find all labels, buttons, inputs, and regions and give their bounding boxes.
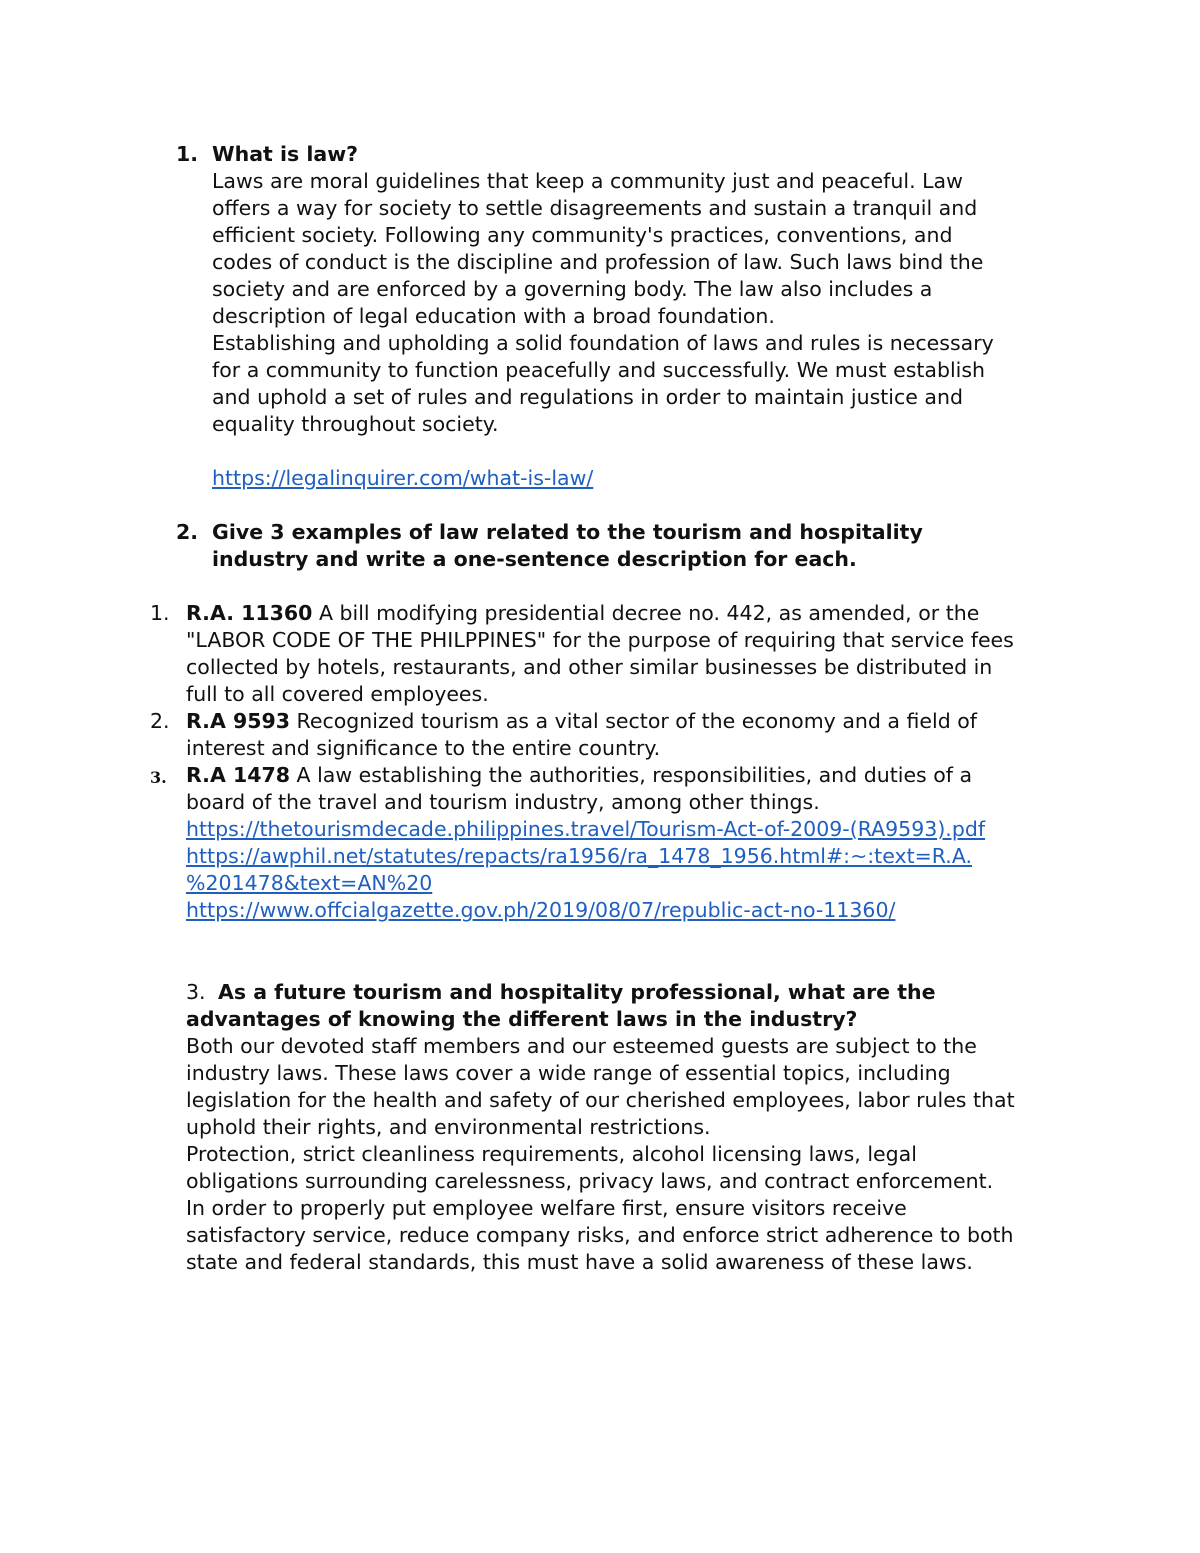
section1-line: Establishing and upholding a solid foundation of laws and rules is necessary xyxy=(212,331,994,355)
law-item-description: Recognized tourism as a vital sector of the economy and a field of xyxy=(290,709,977,733)
section3-number: 3. xyxy=(186,980,206,1004)
law-item-label: R.A. 11360 xyxy=(186,601,313,625)
section1-line: for a community to function peacefully and successfully. We must establish xyxy=(212,358,986,382)
official-gazette-link[interactable]: https://www.offcialgazette.gov.ph/2019/08/07/republic-act-no-11360/ xyxy=(186,898,896,922)
section3-line: uphold their rights, and environmental restrictions. xyxy=(186,1115,711,1139)
section1-line: and uphold a set of rules and regulations in order to maintain justice and xyxy=(212,385,963,409)
law-item-line: interest and significance to the entire country. xyxy=(186,736,661,760)
legalinquirer-link[interactable]: https://legalinquirer.com/what-is-law/ xyxy=(212,466,594,490)
law-item-line: "LABOR CODE OF THE PHILPPINES" for the purpose of requiring that service fees xyxy=(186,628,1014,652)
section3-line: industry laws. These laws cover a wide range of essential topics, including xyxy=(186,1061,951,1085)
law-item-number: 1. xyxy=(150,601,170,625)
section1-line: Laws are moral guidelines that keep a community just and peaceful. Law xyxy=(212,169,963,193)
section2-heading-line: Give 3 examples of law related to the tourism and hospitality xyxy=(212,520,923,544)
law-item-label: R.A 1478 xyxy=(186,763,291,787)
section1-number: 1. xyxy=(176,142,199,166)
law-item-first-line xyxy=(186,762,972,789)
section1-line: society and are enforced by a governing body. The law also includes a xyxy=(212,277,933,301)
section1-line: efficient society. Following any community's practices, conventions, and xyxy=(212,223,953,247)
awphil-link[interactable]: https://awphil.net/statutes/repacts/ra1956/ra_1478_1956.html#:~:text=R.A. xyxy=(186,844,973,868)
law-item-description: A law establishing the authorities, responsibilities, and duties of a xyxy=(290,763,973,787)
section1-line: offers a way for society to settle disagreements and sustain a tranquil and xyxy=(212,196,978,220)
section3-heading-line: advantages of knowing the different laws in the industry? xyxy=(186,1007,858,1031)
law-item-number: 2. xyxy=(150,709,170,733)
law-item-line: board of the travel and tourism industry, among other things. xyxy=(186,790,820,814)
section3-line: In order to properly put employee welfare first, ensure visitors receive xyxy=(186,1196,907,1220)
section2-heading-line: industry and write a one-sentence description for each. xyxy=(212,547,857,571)
section3-line: Both our devoted staff members and our esteemed guests are subject to the xyxy=(186,1034,977,1058)
law-item-line: full to all covered employees. xyxy=(186,682,489,706)
law-item-first-line xyxy=(186,708,977,735)
section3-line: obligations surrounding carelessness, privacy laws, and contract enforcement. xyxy=(186,1169,994,1193)
section3-line: state and federal standards, this must have a solid awareness of these laws. xyxy=(186,1250,973,1274)
section2-number: 2. xyxy=(176,520,199,544)
section3-heading-line: As a future tourism and hospitality professional, what are the xyxy=(218,980,936,1004)
section1-heading: What is law? xyxy=(212,142,359,166)
awphil-link-continued[interactable]: %201478&text=AN%20 xyxy=(186,871,433,895)
law-item-line: collected by hotels, restaurants, and other similar businesses be distributed in xyxy=(186,655,993,679)
section3-line: Protection, strict cleanliness requirements, alcohol licensing laws, legal xyxy=(186,1142,917,1166)
law-item-number: 3. xyxy=(150,768,167,787)
law-item-description: A bill modifying presidential decree no. 442, as amended, or the xyxy=(312,601,980,625)
law-item-first-line xyxy=(186,600,979,627)
tourism-act-link[interactable]: https://thetourismdecade.philippines.travel/Tourism-Act-of-2009-(RA9593).pdf xyxy=(186,817,986,841)
law-item-label: R.A 9593 xyxy=(186,709,291,733)
section1-line: equality throughout society. xyxy=(212,412,499,436)
section1-line: description of legal education with a broad foundation. xyxy=(212,304,775,328)
section1-line: codes of conduct is the discipline and profession of law. Such laws bind the xyxy=(212,250,984,274)
section3-line: satisfactory service, reduce company risks, and enforce strict adherence to both xyxy=(186,1223,1014,1247)
section3-line: legislation for the health and safety of our cherished employees, labor rules that xyxy=(186,1088,1015,1112)
